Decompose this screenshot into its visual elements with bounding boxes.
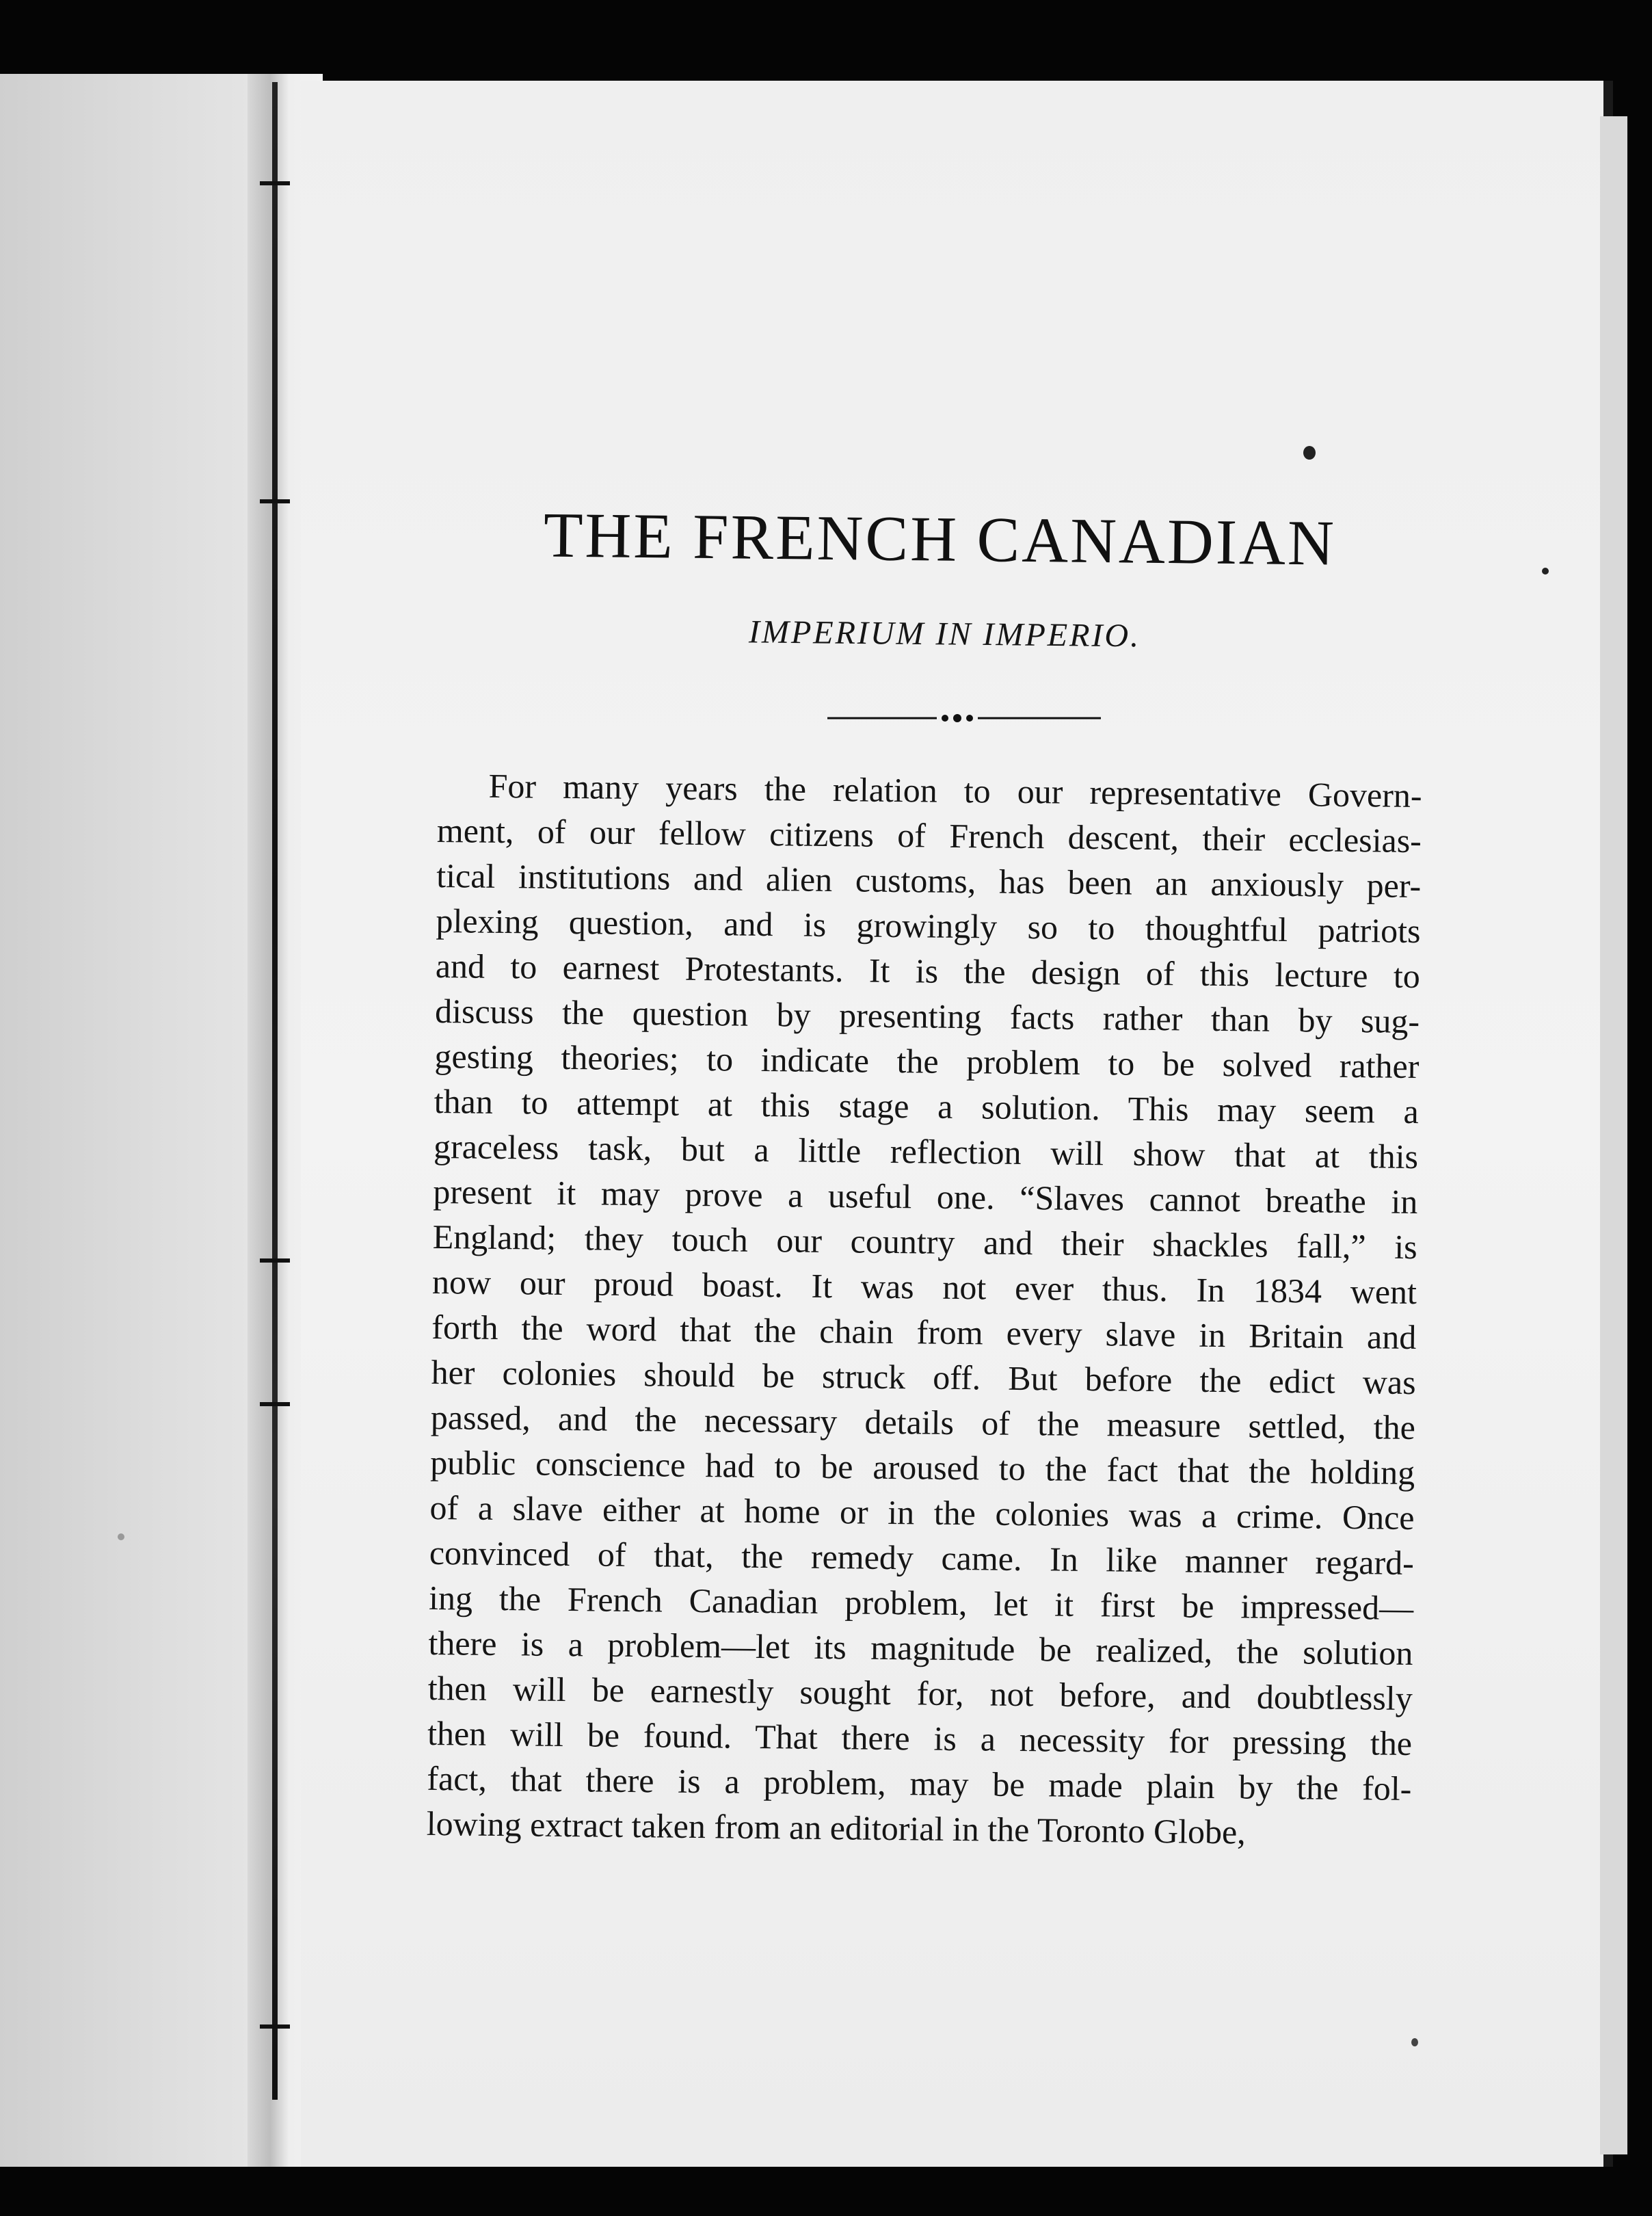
text-line: tical institutions and alien customs, has been an anxiously per- bbox=[436, 856, 1422, 906]
text-line: gesting theories; to indicate the problem to be solved rather bbox=[434, 1036, 1420, 1086]
text-line: than to attempt at this stage a solution. This may seem a bbox=[434, 1081, 1420, 1131]
text-line: her colonies should be struck off. But before the edict was bbox=[431, 1352, 1416, 1402]
text-line: passed, and the necessary details of the measure settled, the bbox=[430, 1397, 1416, 1447]
text-line: then will be earnestly sought for, not before, and doubtlessly bbox=[427, 1668, 1413, 1718]
stitch-mark bbox=[260, 181, 290, 185]
text-line: then will be found. That there is a necessity for pressing the bbox=[427, 1713, 1413, 1763]
text-line: ment, of our fellow citizens of French descent, their ecclesias- bbox=[436, 810, 1422, 860]
text-line: England; they touch our country and their shackles fall,” is bbox=[432, 1217, 1417, 1267]
text-line: fact, that there is a problem, may be made plain by the fol- bbox=[427, 1758, 1412, 1808]
stitch-mark bbox=[260, 499, 290, 503]
stitch-mark bbox=[260, 1258, 290, 1263]
text-line: of a slave either at home or in the colonies was a crime. Once bbox=[429, 1488, 1415, 1538]
body-paragraph bbox=[426, 763, 1422, 1856]
binding-stitch-line bbox=[272, 82, 278, 2100]
text-line: now our proud boast. It was not ever thus. In 1834 went bbox=[431, 1262, 1417, 1312]
text-line: public conscience had to be aroused to the fact that the holding bbox=[429, 1442, 1415, 1492]
page-subtitle: IMPERIUM IN IMPERIO. bbox=[748, 614, 1141, 655]
text-line: forth the word that the chain from every slave in Britain and bbox=[431, 1307, 1417, 1357]
stitch-mark bbox=[260, 2024, 290, 2029]
text-line: graceless task, but a little reflection will show that at this bbox=[433, 1126, 1419, 1176]
ink-speck bbox=[1411, 2038, 1418, 2046]
text-line: convinced of that, the remedy came. In like manner regard- bbox=[429, 1533, 1415, 1583]
text-line: there is a problem—let its magnitude be realized, the solution bbox=[428, 1623, 1413, 1673]
page-title: THE FRENCH CANADIAN bbox=[543, 499, 1337, 579]
text-line: plexing question, and is growingly so to thoughtful patriots bbox=[436, 901, 1421, 951]
text-line: present it may prove a useful one. “Slaves cannot breathe in bbox=[433, 1172, 1418, 1222]
ornament-rule bbox=[827, 711, 1115, 725]
left-facing-page bbox=[0, 74, 280, 2167]
text-line: For many years the relation to our representative Govern- bbox=[488, 766, 1422, 815]
stitch-mark bbox=[260, 1402, 290, 1406]
ink-speck bbox=[1303, 446, 1316, 460]
text-line: ing the French Canadian problem, let it first be impressed— bbox=[428, 1578, 1414, 1628]
ink-speck bbox=[1542, 568, 1549, 575]
ink-speck bbox=[118, 1533, 124, 1540]
text-line: and to earnest Protestants. It is the design of this lecture to bbox=[435, 946, 1421, 996]
text-line: lowing extract taken from an editorial in the Toronto Globe, bbox=[426, 1804, 1247, 1851]
text-line: discuss the question by presenting facts rather than by sug- bbox=[434, 991, 1420, 1041]
page-edge-shadow bbox=[1600, 116, 1627, 2154]
